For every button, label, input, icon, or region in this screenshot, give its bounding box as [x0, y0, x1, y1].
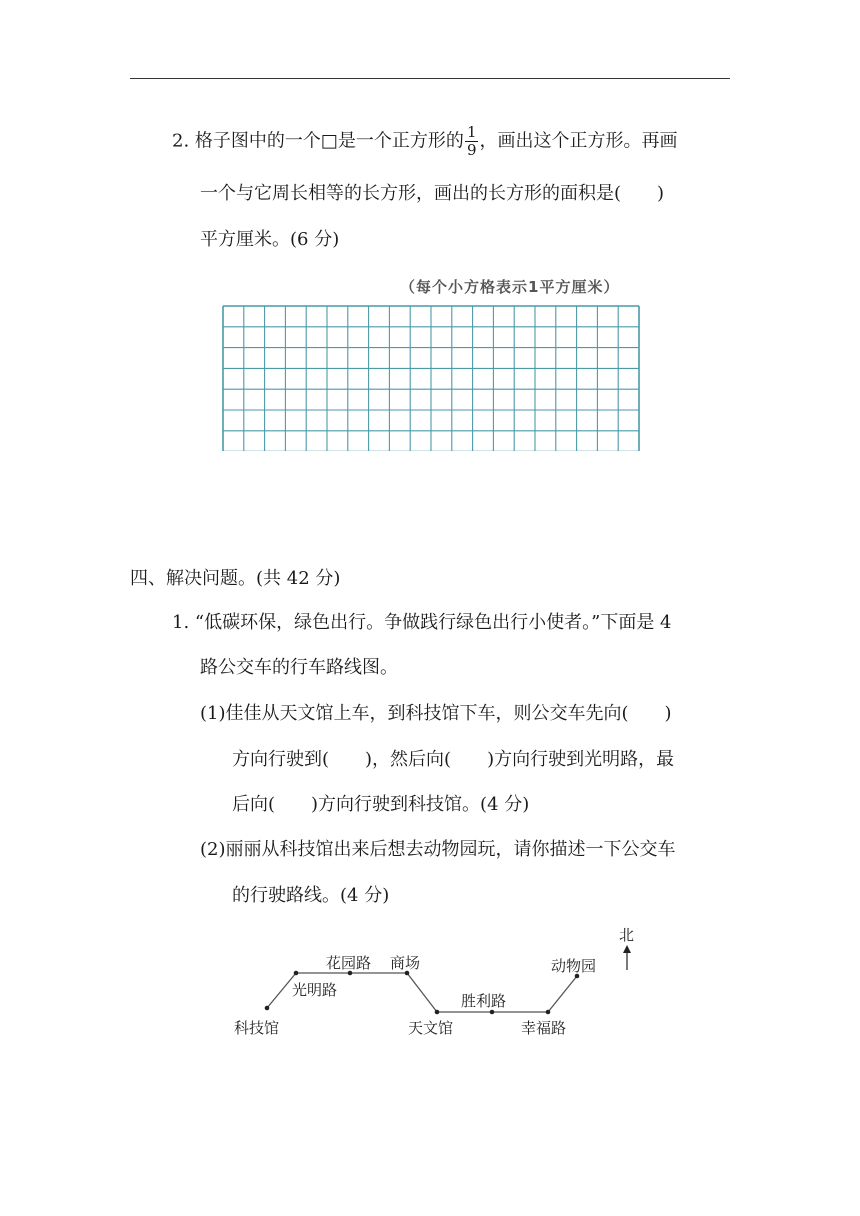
s4-q1-part2-line-1: (2)丽丽从科技馆出来后想去动物园玩，请你描述一下公交车	[200, 839, 676, 860]
s4-q1-part1-line-2: 方向行驶到( )，然后向( )方向行驶到光明路，最	[232, 749, 675, 770]
bus-route-map	[220, 920, 650, 1045]
square-grid[interactable]	[222, 305, 642, 451]
stop-dot-xingfulu	[546, 1010, 551, 1015]
stop-label-shenglilu: 胜利路	[461, 992, 507, 1010]
fraction-one-ninth	[465, 124, 479, 159]
fraction-denominator: 9	[466, 141, 477, 159]
stop-label-huayuanlu: 花园路	[326, 954, 372, 972]
s4-q1-part2-line-2: 的行驶路线。(4 分)	[232, 885, 390, 906]
north-label: 北	[619, 926, 635, 944]
s4-q1-line-1	[172, 611, 672, 635]
q2-text-b: ，画出这个正方形。再画	[479, 130, 678, 152]
stop-label-tianwenguan: 天文馆	[408, 1019, 454, 1037]
stop-dot-shenglilu	[490, 1010, 495, 1015]
s4-q1-line-2: 路公交车的行车路线图。	[200, 657, 398, 678]
q2-text-a: 格子图中的一个□是一个正方形的	[194, 130, 464, 152]
s4-q1-number: 1.	[172, 612, 190, 633]
s4-q1-part1-line-3: 后向( )方向行驶到科技馆。(4 分)	[232, 794, 530, 815]
q2-line-2: 一个与它周长相等的长方形，画出的长方形的面积是( )	[200, 183, 665, 204]
fraction-numerator: 1	[466, 123, 477, 141]
s4-q1-text: “低碳环保，绿色出行。争做践行绿色出行小使者。”下面是 4	[194, 612, 672, 633]
q2-number: 2.	[172, 130, 190, 152]
stop-label-xingfulu: 幸福路	[521, 1019, 567, 1037]
q2-line-1	[172, 124, 677, 159]
stop-label-dongwuyuan: 动物园	[551, 957, 597, 975]
q2-line-3: 平方厘米。(6 分)	[200, 229, 340, 250]
header-rule	[130, 78, 730, 79]
section-4-heading: 四、解决问题。(共 42 分)	[130, 568, 341, 589]
stop-dot-kejiguan	[265, 1006, 270, 1011]
grid-note: （每个小方格表示1平方厘米）	[400, 278, 620, 296]
s4-q1-part1-line-1: (1)佳佳从天文馆上车，到科技馆下车，则公交车先向( )	[200, 703, 672, 724]
stop-label-shangchang: 商场	[390, 954, 421, 972]
stop-label-kejiguan: 科技馆	[234, 1019, 280, 1037]
stop-dot-guangminglu	[294, 971, 299, 976]
stop-dot-tianwenguan	[435, 1010, 440, 1015]
north-arrowhead-icon	[623, 945, 631, 953]
stop-label-guangminglu: 光明路	[292, 981, 338, 999]
